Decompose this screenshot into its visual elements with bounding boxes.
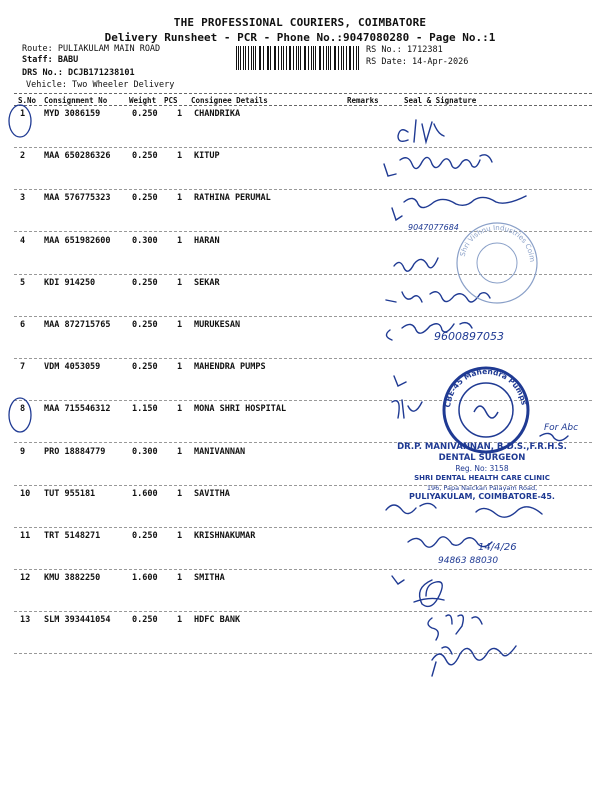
row-consignee: SMITHA bbox=[194, 573, 225, 584]
row-weight: 0.250 bbox=[132, 277, 158, 288]
drs-number: DRS No.: DCJB171238101 bbox=[22, 68, 135, 78]
signature-row8 bbox=[392, 400, 422, 418]
row-weight: 0.300 bbox=[132, 235, 158, 246]
rs-date: RS Date: 14-Apr-2026 bbox=[366, 57, 469, 67]
row-sno: 9 bbox=[20, 446, 26, 457]
doctor-name: DR.P. MANIVANNAN, B.D.S.,F.R.H.S. bbox=[397, 442, 567, 452]
row-pcs: 1 bbox=[177, 109, 183, 119]
row-pcs: 1 bbox=[177, 193, 183, 204]
row-sno: 1 bbox=[20, 109, 26, 119]
row-consignee: SAVITHA bbox=[194, 488, 230, 499]
row-pcs: 1 bbox=[177, 235, 183, 246]
doctor-title: DENTAL SURGEON bbox=[438, 453, 526, 463]
signature-row13 bbox=[428, 615, 482, 640]
document-title: THE PROFESSIONAL COURIERS, COIMBATORE bbox=[173, 16, 427, 29]
row-consignee: MONA SHRI HOSPITAL bbox=[194, 404, 287, 415]
barcode-bar bbox=[283, 46, 284, 70]
signature-row4 bbox=[394, 258, 438, 271]
barcode-bar bbox=[308, 46, 309, 70]
barcode-bar bbox=[245, 46, 246, 70]
signature-row10 bbox=[386, 503, 542, 517]
signature-row1 bbox=[398, 120, 444, 142]
row-weight: 1.150 bbox=[132, 404, 158, 415]
row-pcs: 1 bbox=[177, 404, 183, 415]
row-consignment: MYD 3086159 bbox=[44, 109, 101, 119]
col-remarks: Remarks bbox=[347, 96, 379, 105]
row-pcs: 1 bbox=[177, 615, 183, 626]
row-sno: 3 bbox=[20, 193, 26, 204]
barcode-bar bbox=[296, 46, 297, 70]
barcode-bar bbox=[243, 46, 244, 70]
row-consignment: MAA 576775323 bbox=[44, 193, 111, 204]
row-pcs: 1 bbox=[177, 488, 183, 499]
row-consignee: SEKAR bbox=[194, 277, 220, 288]
barcode bbox=[236, 46, 360, 70]
row-pcs: 1 bbox=[177, 446, 183, 457]
row-consignee: MURUKESAN bbox=[194, 320, 241, 330]
row-weight: 0.250 bbox=[132, 362, 158, 373]
barcode-bar bbox=[343, 46, 344, 70]
barcode-bar bbox=[263, 46, 264, 70]
row-consignment: TRT 5148271 bbox=[44, 531, 101, 541]
row-weight: 1.600 bbox=[132, 573, 158, 584]
row-pcs: 1 bbox=[177, 277, 183, 288]
doctor-address2: PULIYAKULAM, COIMBATORE-45. bbox=[409, 492, 555, 501]
row-consignment: PRO 18884779 bbox=[44, 446, 106, 457]
header-divider bbox=[14, 93, 592, 94]
col-consignment: Consignment No bbox=[44, 96, 108, 105]
barcode-bar bbox=[350, 46, 351, 70]
col-seal: Seal & Signature bbox=[404, 96, 477, 105]
row-weight: 0.250 bbox=[132, 151, 158, 162]
barcode-bar bbox=[270, 46, 271, 70]
signature-row12 bbox=[392, 576, 444, 606]
col-weight: Weight bbox=[129, 96, 157, 105]
row-sno: 8 bbox=[20, 404, 26, 415]
col-pcs: PCS bbox=[164, 96, 178, 105]
doctor-address1: 196, Papa Naickan Palayam Road, bbox=[426, 484, 538, 492]
row-consignee: MAHENDRA PUMPS bbox=[194, 362, 266, 373]
rs-number: RS No.: 1712381 bbox=[366, 45, 443, 55]
barcode-bar bbox=[300, 46, 301, 70]
for-abc-note: For Abc bbox=[544, 423, 579, 433]
row-sno: 13 bbox=[20, 615, 31, 626]
row-consignee: KRISHNAKUMAR bbox=[194, 531, 256, 541]
doctor-reg: Reg. No: 3158 bbox=[455, 464, 509, 473]
col-sno: S.No bbox=[18, 96, 37, 105]
row-sno: 5 bbox=[20, 277, 26, 288]
row-sno: 11 bbox=[20, 531, 31, 541]
col-consignee: Consignee Details bbox=[191, 96, 268, 105]
barcode-bar bbox=[255, 46, 256, 70]
svg-text:Shri Vishnu Industries Coimbat bbox=[450, 212, 536, 263]
row-consignment: MAA 650286326 bbox=[44, 151, 111, 162]
document-subtitle: Delivery Runsheet - PCR - Phone No.:9047080280 - Page No.:1 bbox=[104, 31, 496, 44]
barcode-bar bbox=[320, 46, 321, 70]
row-weight: 0.250 bbox=[132, 531, 158, 541]
svg-text:CBE-45 Mahendra Pumps Pvt. Ltd bbox=[435, 355, 529, 408]
barcode-bar bbox=[326, 46, 327, 70]
barcode-bar bbox=[278, 46, 279, 70]
row-weight: 0.250 bbox=[132, 193, 158, 204]
row-weight: 0.250 bbox=[132, 320, 158, 330]
row-weight: 0.300 bbox=[132, 446, 158, 457]
phone-row3: 9047077684 bbox=[408, 223, 459, 232]
row-pcs: 1 bbox=[177, 362, 183, 373]
row-consignment: MAA 715546312 bbox=[44, 404, 111, 415]
row-consignee: MANIVANNAN bbox=[194, 446, 246, 457]
barcode-bar bbox=[341, 46, 342, 70]
row-sno: 4 bbox=[20, 235, 26, 246]
row-sno: 12 bbox=[20, 573, 31, 584]
row-pcs: 1 bbox=[177, 573, 183, 584]
doctor-clinic: SHRI DENTAL HEALTH CARE CLINIC bbox=[414, 474, 550, 482]
barcode-bar bbox=[311, 46, 312, 70]
barcode-bar bbox=[236, 46, 237, 70]
row-consignment: SLM 393441054 bbox=[44, 615, 111, 626]
route-label: Route: PULIAKULAM MAIN ROAD bbox=[22, 44, 161, 54]
row-sno: 10 bbox=[20, 488, 31, 499]
barcode-bar bbox=[286, 46, 287, 70]
row-consignee: HARAN bbox=[194, 235, 220, 246]
round-stamp-industries-text: Shri Vishnu Industries Coimbatore bbox=[449, 212, 537, 263]
circle-mark-row1 bbox=[6, 102, 36, 142]
row-consignee: CHANDRIKA bbox=[194, 109, 241, 119]
circle-mark-row8 bbox=[6, 395, 36, 437]
row-weight: 0.250 bbox=[132, 615, 158, 626]
signature-row3 bbox=[392, 196, 526, 220]
barcode-bar bbox=[334, 46, 335, 70]
row-consignment: TUT 955181 bbox=[44, 488, 96, 499]
row-pcs: 1 bbox=[177, 320, 183, 330]
row-pcs: 1 bbox=[177, 151, 183, 162]
row-consignment: VDM 4053059 bbox=[44, 362, 101, 373]
row-consignment: MAA 872715765 bbox=[44, 320, 111, 330]
row-consignee: RATHINA PERUMAL bbox=[194, 193, 271, 204]
vehicle-label: Vehicle: Two Wheeler Delivery bbox=[26, 80, 175, 90]
row-weight: 0.250 bbox=[132, 109, 158, 119]
phone-row11: 94863 88030 bbox=[438, 556, 499, 566]
round-stamp-industries bbox=[449, 212, 542, 308]
row-consignment: KMU 3882250 bbox=[44, 573, 101, 584]
row-sno: 6 bbox=[20, 320, 26, 330]
row-weight: 1.600 bbox=[132, 488, 158, 499]
row-sno: 2 bbox=[20, 151, 26, 162]
signature-row2 bbox=[384, 155, 492, 176]
row-pcs: 1 bbox=[177, 531, 183, 541]
doctor-stamp bbox=[382, 442, 582, 501]
signature-row13b bbox=[432, 646, 516, 676]
staff-label: Staff: BABU bbox=[22, 55, 79, 65]
phone-row6: 9600897053 bbox=[434, 330, 504, 343]
row-consignee: HDFC BANK bbox=[194, 615, 241, 626]
round-stamp-mahendra-text: CBE-45 Mahendra Pumps Pvt. Ltd. bbox=[435, 355, 529, 409]
barcode-bar bbox=[259, 46, 260, 70]
row-consignment: MAA 651982600 bbox=[44, 235, 111, 246]
signature-row9 bbox=[540, 433, 568, 440]
row-consignment: KDI 914250 bbox=[44, 277, 96, 288]
signature-row7 bbox=[394, 376, 406, 386]
row-sno: 7 bbox=[20, 362, 26, 373]
date-row11: 14/4/26 bbox=[478, 542, 517, 553]
row-consignee: KITUP bbox=[194, 151, 220, 162]
